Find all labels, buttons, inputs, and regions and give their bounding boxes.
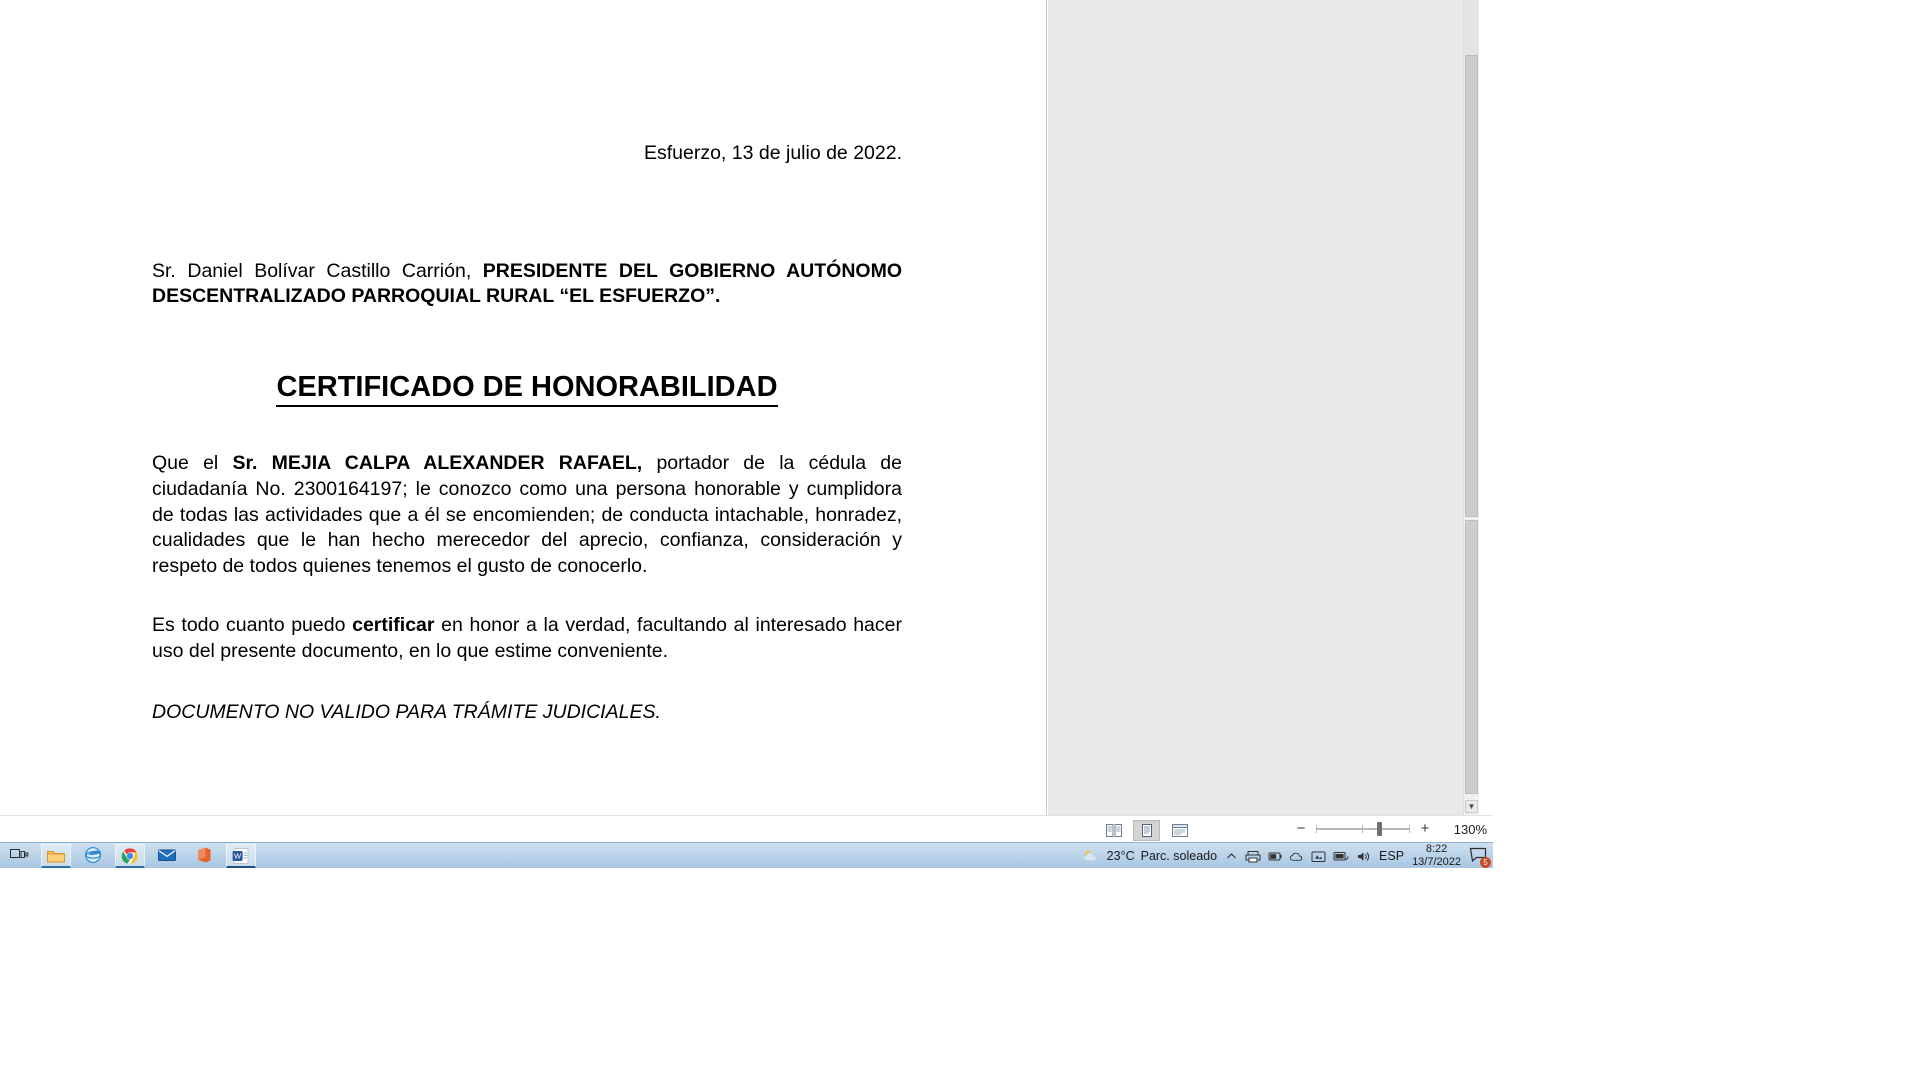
language-indicator[interactable]: ESP [1379, 849, 1405, 863]
document-paragraph-1 [152, 451, 902, 580]
document-title-text: CERTIFICADO DE HONORABILIDAD [276, 371, 777, 407]
scroll-down-arrow-icon[interactable]: ▼ [1465, 800, 1478, 813]
internet-explorer-icon [83, 845, 103, 865]
print-layout-view-icon[interactable] [1133, 820, 1160, 841]
zoom-in-button[interactable]: + [1420, 820, 1430, 837]
zoom-control[interactable] [1295, 821, 1431, 837]
addressee-name: Sr. Daniel Bolívar Castillo Carrión, [152, 260, 483, 283]
scrollbar-thumb-lower[interactable] [1465, 520, 1478, 794]
document-page[interactable] [0, 0, 1047, 815]
document-canvas-background [1048, 0, 1479, 815]
view-mode-buttons [1100, 820, 1193, 841]
notification-center-button[interactable] [1469, 846, 1489, 866]
zoom-slider[interactable] [1316, 821, 1410, 837]
zoom-tick-mid [1362, 825, 1363, 833]
google-chrome-icon [120, 846, 140, 866]
taskbar-tray [1081, 843, 1493, 869]
battery-icon[interactable] [1268, 850, 1282, 863]
taskbar-item-google-chrome[interactable] [115, 844, 145, 868]
windows-taskbar [0, 842, 1493, 868]
zoom-tick-max [1409, 825, 1410, 833]
weather-temperature: 23°C [1106, 849, 1135, 863]
taskbar-item-task-view[interactable] [4, 844, 34, 868]
zoom-out-button[interactable]: − [1296, 820, 1306, 837]
onedrive-sync-icon[interactable] [1311, 850, 1326, 863]
taskbar-item-office[interactable] [189, 844, 219, 868]
paragraph-1-lead: Que el [152, 452, 233, 475]
paragraph-2-rest: en honor a la verdad, facultando al interesado hacer uso del presente documento, en lo que estime conveniente. [152, 613, 902, 662]
show-hidden-icons-chevron-up-icon[interactable] [1225, 850, 1238, 863]
subject-name: Sr. MEJIA CALPA ALEXANDER RAFAEL, [232, 452, 643, 475]
taskbar-clock[interactable] [1412, 843, 1461, 868]
read-mode-view-icon[interactable] [1100, 820, 1127, 841]
system-tray-icons [1225, 850, 1371, 863]
taskbar-item-mail[interactable] [152, 844, 182, 868]
taskbar-item-microsoft-word[interactable] [226, 844, 256, 868]
mail-icon [157, 845, 177, 865]
document-addressee [152, 259, 902, 309]
status-bar [0, 815, 1493, 842]
weather-condition: Parc. soleado [1140, 849, 1218, 863]
printer-icon[interactable] [1245, 850, 1261, 863]
addressee-title: PRESIDENTE DEL GOBIERNO AUTÓNOMO DESCENTRALIZADO PARROQUIAL RURAL “EL ESFUERZO”. [152, 260, 902, 308]
volume-icon[interactable] [1356, 850, 1371, 863]
taskbar-apps [4, 843, 256, 869]
zoom-slider-handle[interactable] [1377, 822, 1382, 836]
file-explorer-icon [46, 846, 66, 866]
scrollbar-thumb[interactable] [1465, 55, 1478, 517]
zoom-slider-track [1316, 828, 1410, 830]
document-paragraph-2 [152, 613, 902, 664]
taskbar-item-file-explorer[interactable] [41, 844, 71, 868]
notification-badge: 5 [1480, 857, 1491, 868]
document-title [152, 371, 902, 404]
svg-text:W: W [234, 851, 242, 861]
office-icon [194, 845, 214, 865]
vertical-scrollbar[interactable] [1463, 0, 1479, 815]
document-disclaimer: DOCUMENTO NO VALIDO PARA TRÁMITE JUDICIALES. [152, 701, 661, 724]
clock-date: 13/7/2022 [1412, 856, 1461, 868]
partly-sunny-icon [1081, 848, 1101, 864]
onedrive-cloud-icon[interactable] [1289, 850, 1304, 863]
clock-time: 8:22 [1425, 843, 1448, 856]
zoom-tick-min [1316, 825, 1317, 833]
document-date-line: Esfuerzo, 13 de julio de 2022. [643, 142, 902, 164]
paragraph-2-lead: Es todo cuanto puedo [152, 613, 353, 636]
taskbar-item-internet-explorer[interactable] [78, 844, 108, 868]
network-icon[interactable] [1333, 850, 1349, 863]
paragraph-2-emphasis: certificar [352, 613, 435, 636]
zoom-percentage-label[interactable]: 130% [1453, 822, 1487, 837]
web-layout-view-icon[interactable] [1166, 820, 1193, 841]
paragraph-1-rest: portador de la cédula de ciudadanía No. 2300164197; le conozco como una persona honorable y cumplidora de todas las actividades que a él se encomienden; de conducta intachable, honradez, cualidades que le han hecho merecedor del aprecio, confianza, consideración y respeto de todos quienes tenemos el gusto de conocerlo. [152, 452, 902, 578]
document-text-area[interactable] [152, 0, 902, 726]
task-view-icon [9, 845, 29, 865]
weather-widget[interactable] [1081, 848, 1217, 864]
microsoft-word-icon [231, 846, 251, 866]
scrollbar-track-upper[interactable] [1464, 0, 1479, 55]
